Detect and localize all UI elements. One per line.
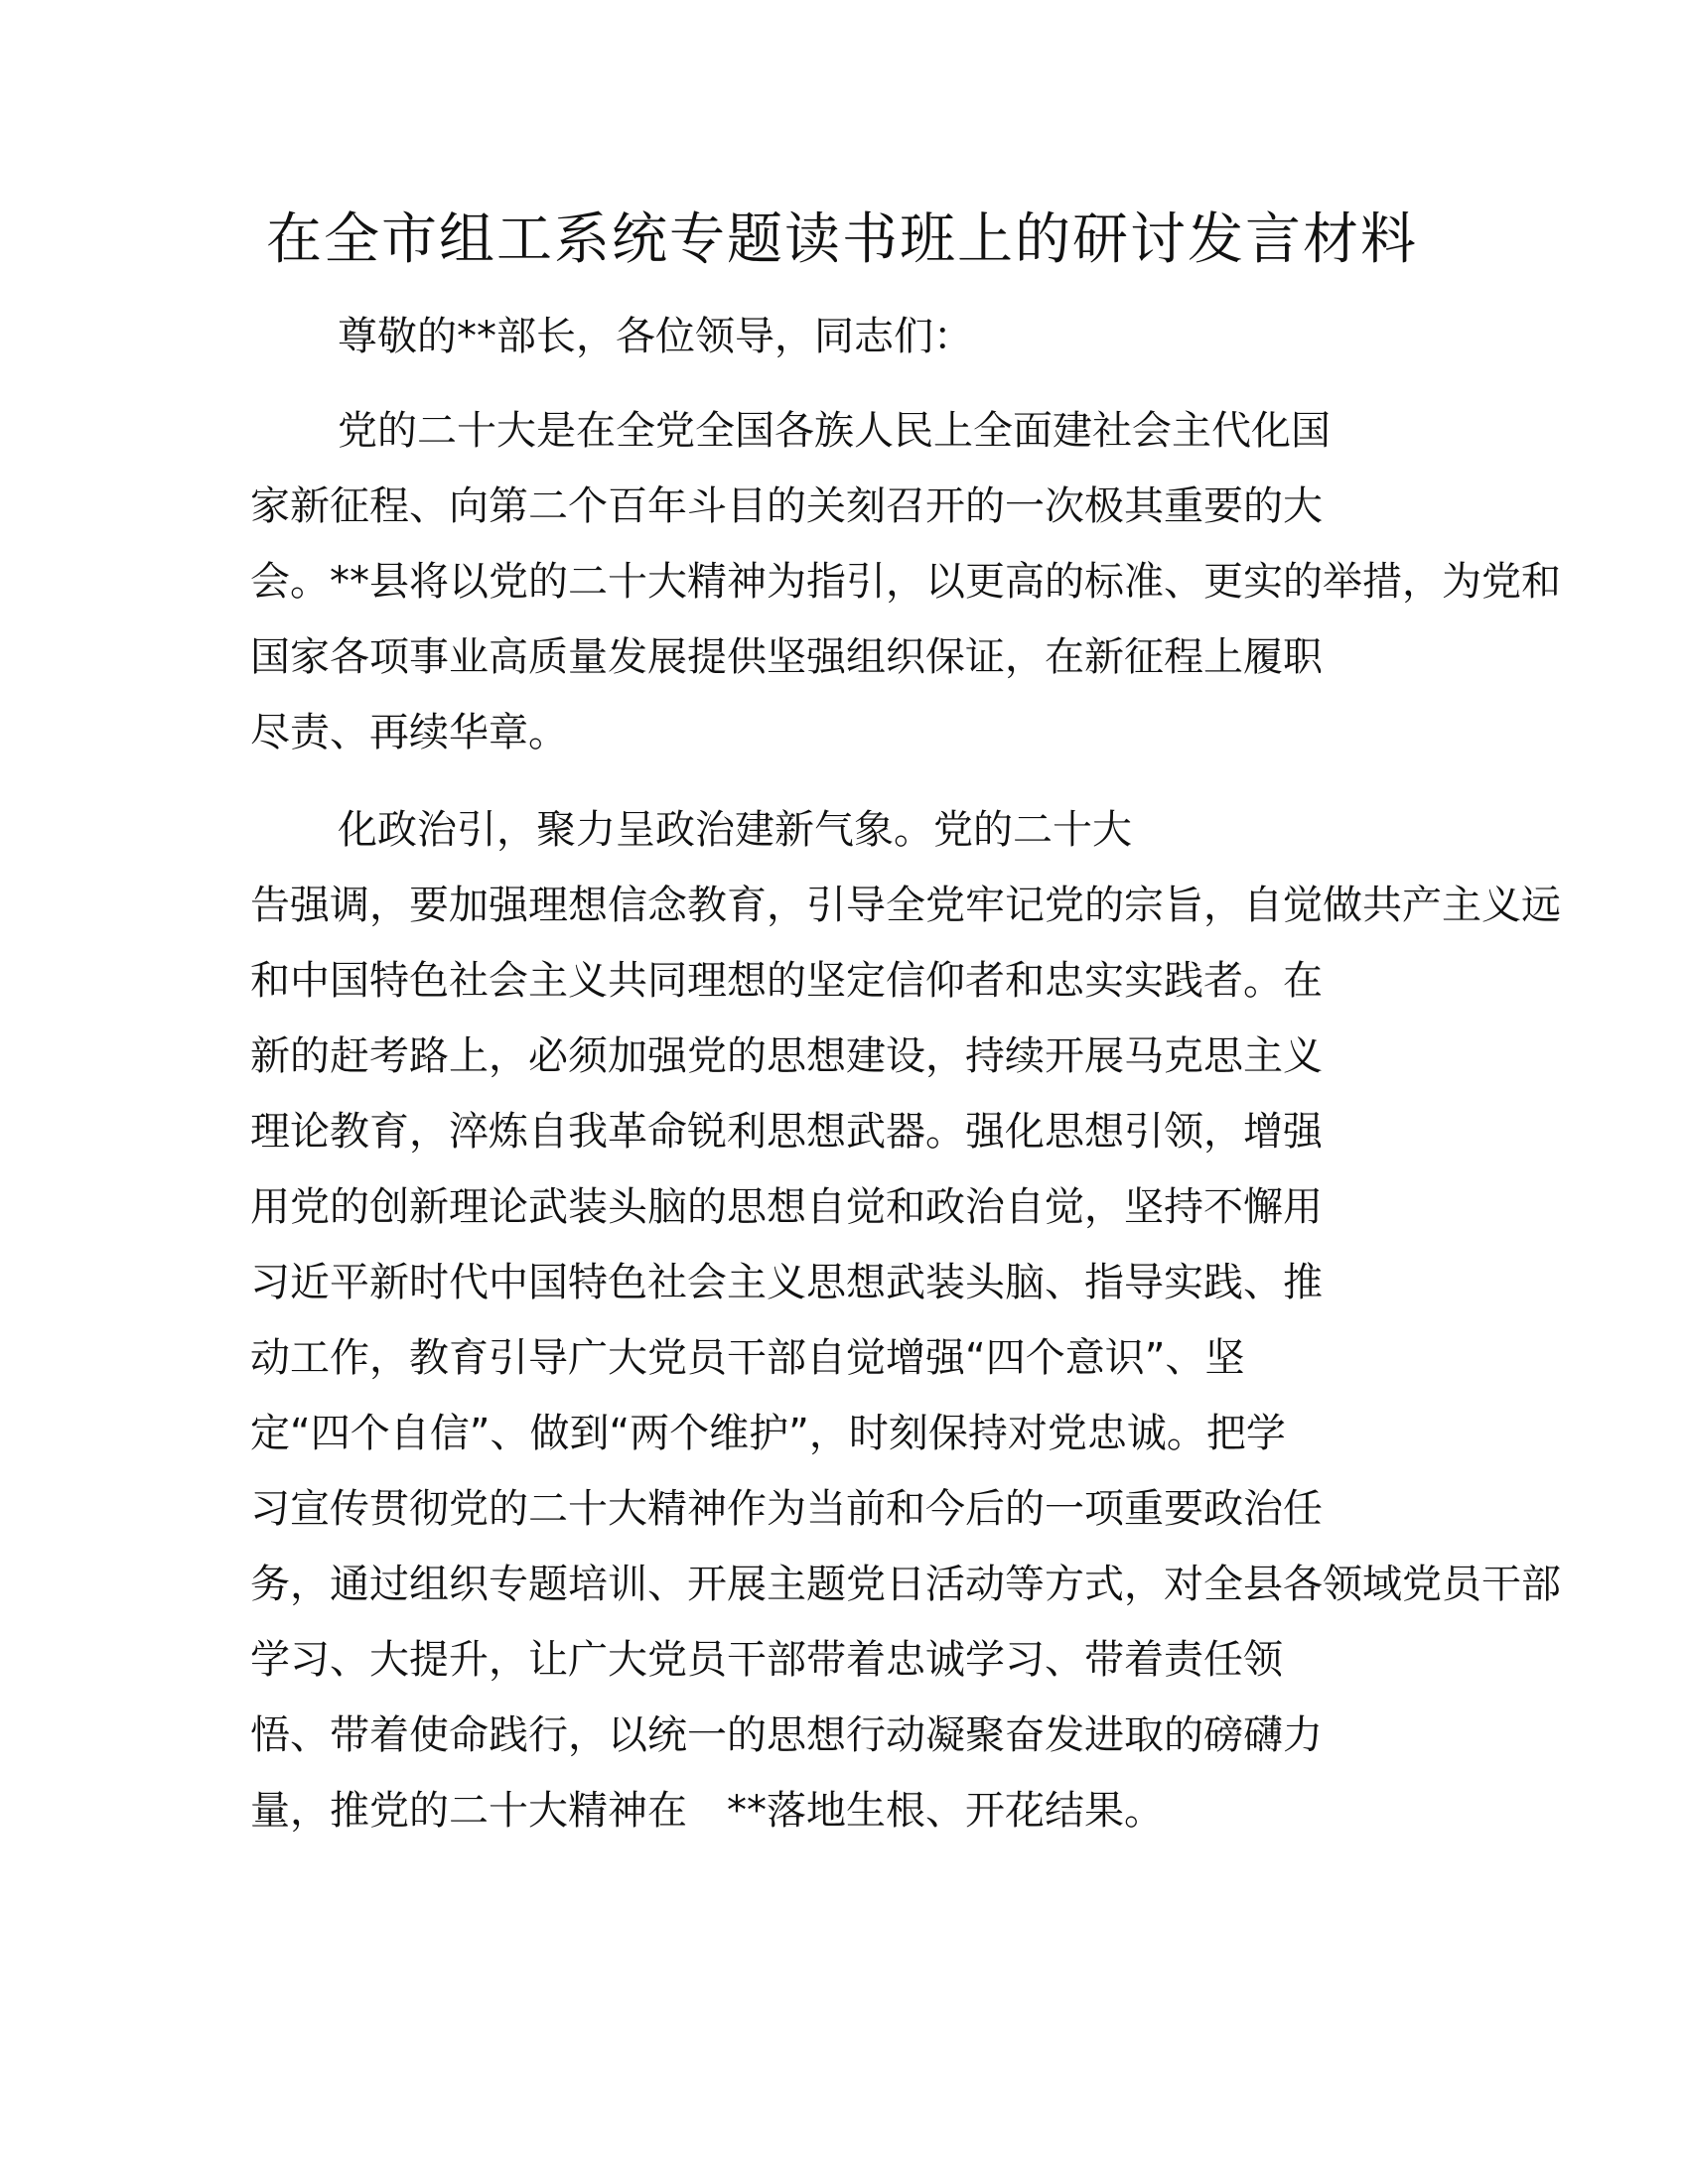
paragraph2-line-2: 告强调，要加强理想信念教育，引导全党牢记党的宗旨，自觉做共产主义远 xyxy=(250,883,1561,928)
paragraph1-line-3: 会。**县将以党的二十大精神为指引，以更高的标准、更实的举措，为党和 xyxy=(250,559,1561,605)
paragraph2-line-6: 用党的创新理论武装头脑的思想自觉和政治自觉，坚持不懈用 xyxy=(250,1184,1323,1230)
paragraph2-line-11: 务，通过组织专题培训、开展主题党日活动等方式，对全县各领域党员干部 xyxy=(250,1562,1561,1607)
salutation: 尊敬的**部长，各位领导，同志们： xyxy=(338,314,973,359)
paragraph2-line-14: 量，推党的二十大精神在 **落地生根、开花结果。 xyxy=(250,1788,1164,1834)
paragraph2-line-8: 动工作，教育引导广大党员干部自觉增强“四个意识”、坚 xyxy=(250,1335,1245,1381)
paragraph2-line-5: 理论教育，淬炼自我革命锐利思想武器。强化思想引领，增强 xyxy=(250,1109,1323,1155)
paragraph1-line-5: 尽责、再续华章。 xyxy=(250,710,568,755)
paragraph1-line-1: 党的二十大是在全党全国各族人民上全面建社会主代化国 xyxy=(338,408,1331,454)
document-title: 在全市组工系统专题读书班上的研讨发言材料 xyxy=(266,207,1418,272)
paragraph2-line-13: 悟、带着使命践行，以统一的思想行动凝聚奋发进取的磅礴力 xyxy=(250,1712,1323,1758)
paragraph2-line-1: 化政治引，聚力呈政治建新气象。党的二十大 xyxy=(338,807,1132,853)
paragraph2-line-3: 和中国特色社会主义共同理想的坚定信仰者和忠实实践者。在 xyxy=(250,958,1323,1004)
paragraph2-line-9: 定“四个自信”、做到“两个维护”，时刻保持对党忠诚。把学 xyxy=(250,1411,1286,1456)
paragraph2-line-7: 习近平新时代中国特色社会主义思想武装头脑、指导实践、推 xyxy=(250,1260,1323,1305)
paragraph2-line-10: 习宣传贯彻党的二十大精神作为当前和今后的一项重要政治任 xyxy=(250,1486,1323,1532)
paragraph1-line-2: 家新征程、向第二个百年斗目的关刻召开的一次极其重要的大 xyxy=(250,483,1323,529)
paragraph2-line-4: 新的赶考路上，必须加强党的思想建设，持续开展马克思主义 xyxy=(250,1033,1323,1079)
paragraph2-line-12: 学习、大提升，让广大党员干部带着忠诚学习、带着责任领 xyxy=(250,1637,1283,1683)
paragraph1-line-4: 国家各项事业高质量发展提供坚强组织保证，在新征程上履职 xyxy=(250,634,1323,680)
